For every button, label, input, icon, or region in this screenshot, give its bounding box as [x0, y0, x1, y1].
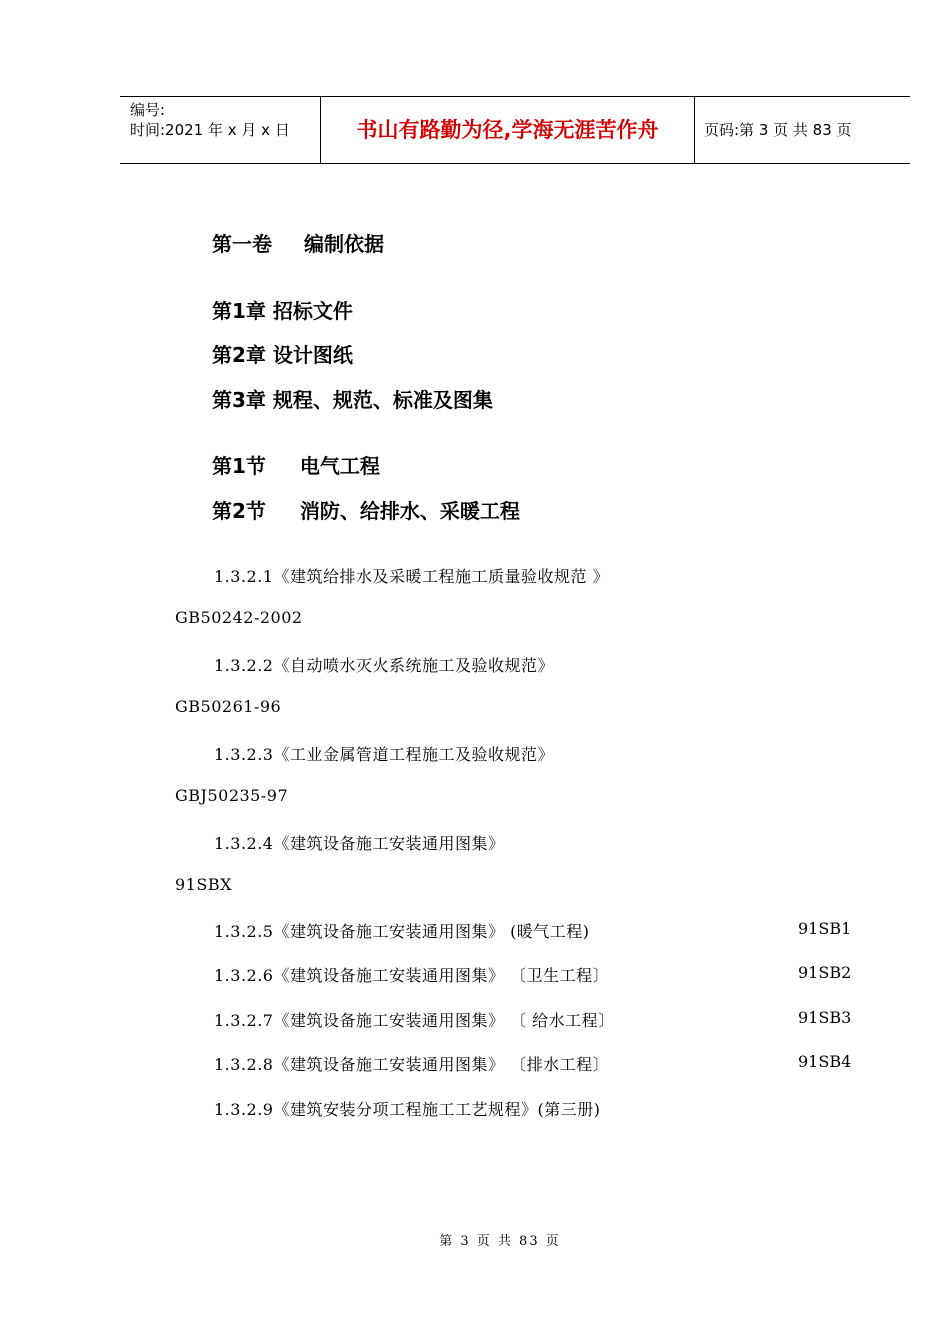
header-motto: 书山有路勤为径,学海无涯苦作舟 [321, 97, 695, 163]
standard-item-title: 1.3.2.4《建筑设备施工安装通用图集》 [214, 834, 505, 853]
standard-item-title: 1.3.2.2《自动喷水灭火系统施工及验收规范》 [214, 656, 554, 675]
chapter-heading: 第1章 招标文件 [212, 299, 353, 323]
standard-item-title: 1.3.2.1《建筑给排水及采暖工程施工质量验收规范 》 [214, 567, 610, 586]
section-title: 电气工程 [299, 454, 380, 478]
volume-prefix: 第一卷 [212, 232, 272, 256]
chapter-heading: 第2章 设计图纸 [212, 343, 353, 367]
section-prefix: 第2节 [212, 499, 266, 523]
page-footer: 第 3 页 共 83 页 [439, 1234, 561, 1249]
header-page-label: 页码:第 3 页 共 83 页 [704, 121, 852, 139]
doc-time-label: 时间:2021 年 x 月 x 日 [130, 121, 290, 139]
section-prefix: 第1节 [212, 454, 266, 478]
page-header [120, 96, 910, 164]
section-title: 消防、给排水、采暖工程 [299, 499, 520, 523]
atlas-item-code: 91SB4 [798, 1052, 852, 1071]
atlas-item-title: 1.3.2.5《建筑设备施工安装通用图集》 (暖气工程) [214, 922, 590, 941]
section-heading [212, 495, 520, 524]
standard-item-code: 91SBX [175, 875, 232, 894]
atlas-item-title: 1.3.2.6《建筑设备施工安装通用图集》 〔卫生工程〕 [214, 966, 610, 985]
standard-item-code: GBJ50235-97 [175, 786, 289, 805]
standard-item-code: GB50242-2002 [175, 608, 303, 627]
standard-item-code: GB50261-96 [175, 697, 282, 716]
section-heading [212, 450, 380, 479]
chapter-heading: 第3章 规程、规范、标准及图集 [212, 388, 493, 412]
atlas-item-code: 91SB3 [798, 1008, 852, 1027]
header-meta [120, 97, 321, 163]
volume-title: 编制依据 [304, 232, 384, 256]
atlas-item-code: 91SB2 [798, 963, 852, 982]
atlas-item-title: 1.3.2.8《建筑设备施工安装通用图集》 〔排水工程〕 [214, 1055, 610, 1074]
volume-heading [212, 228, 384, 257]
atlas-item-title: 1.3.2.7《建筑设备施工安装通用图集》 〔 给水工程〕 [214, 1011, 615, 1030]
atlas-item-code: 91SB1 [798, 919, 852, 938]
standard-item-title: 1.3.2.9《建筑安装分项工程施工工艺规程》(第三册) [214, 1100, 601, 1119]
standard-item-title: 1.3.2.3《工业金属管道工程施工及验收规范》 [214, 745, 554, 764]
doc-number-label: 编号: [130, 101, 166, 119]
